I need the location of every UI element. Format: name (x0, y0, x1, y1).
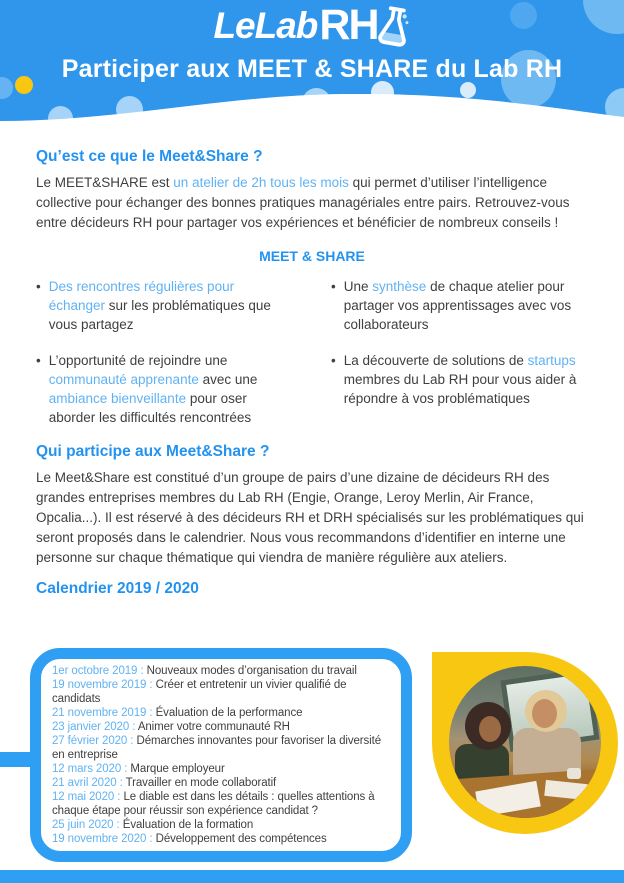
calendar-item (52, 818, 396, 832)
calendar-item (52, 664, 396, 678)
calendar-item-label: Évaluation de la performance (155, 707, 303, 719)
section-heading-calendar: Calendrier 2019 / 2020 (36, 580, 199, 597)
calendar-item-date: 25 juin 2020 : (52, 819, 120, 831)
yellow-drop-decoration (432, 652, 618, 834)
calendar-item-label: Le diable est dans les détails : quelles attentions à chaque étape pour réussir son expérience candidat ? (52, 791, 375, 817)
bullet-item (36, 277, 293, 334)
bullet-item (331, 351, 588, 427)
calendar-item (52, 734, 396, 762)
bullet-marker: • (36, 353, 41, 368)
calendar-item (52, 720, 396, 734)
page-title: Participer aux MEET & SHARE du Lab RH (61, 55, 563, 83)
bullet-text: Des rencontres régulières pour échanger sur les problématiques que vous partagez (48, 279, 271, 332)
photo-cup (567, 768, 581, 779)
flask-icon (373, 2, 414, 53)
calendar-item-date: 12 mai 2020 : (52, 791, 121, 803)
calendar-item-label: Créer et entretenir un vivier qualifié de candidats (52, 679, 347, 705)
section-heading-who: Qui participe aux Meet&Share ? (36, 443, 270, 460)
calendar-item-label: Développement des compétences (155, 833, 327, 845)
calendar-item-date: 27 février 2020 : (52, 735, 134, 747)
photo-person-left-face (479, 716, 501, 742)
calendar-item-label: Nouveaux modes d’organisation du travail (146, 665, 357, 677)
bullet-marker: • (331, 279, 336, 294)
bullet-text: Une synthèse de chaque atelier pour partager vos apprentissages avec vos collaborateurs (343, 279, 572, 332)
meeting-photo (449, 666, 601, 818)
calendar-item-date: 1er octobre 2019 : (52, 665, 144, 677)
logo-lelab-text: LeLab (213, 5, 318, 46)
bullet-marker: • (36, 279, 41, 294)
bullet-item (331, 277, 588, 334)
header-wave (0, 90, 624, 140)
photo-person-right-face (532, 699, 557, 728)
who-paragraph: Le Meet&Share est constitué d’un groupe de pairs d’une dizaine de décideurs RH des grandes entreprises membres du Lab RH (Engie, Orange, Leroy Merlin, Air France, Opcalia...). Il est réservé à des décideurs RH et DRH spécialisés sur les problématiques qui seront proposés dans le calendrier. Nous vous recommandons d’identifier en interne une personne sur chaque thématique qui viendra de manière régulière aux ateliers. (36, 470, 584, 565)
calendar-item-label: Évaluation de la formation (122, 819, 254, 831)
document-body (0, 140, 624, 598)
calendar-item (52, 678, 396, 706)
bullet-marker: • (331, 353, 336, 368)
section-heading-what: Qu’est ce que le Meet&Share ? (36, 148, 263, 165)
footer-bar (0, 870, 624, 883)
calendar-item (52, 762, 396, 776)
bullet-item (36, 351, 293, 427)
calendar-item-date: 19 novembre 2019 : (52, 679, 153, 691)
bullet-text: La découverte de solutions de startups membres du Lab RH pour vous aider à répondre à vos problématiques (343, 353, 577, 406)
calendar-item-date: 21 novembre 2019 : (52, 707, 153, 719)
calendar-list (52, 664, 396, 846)
calendar-item (52, 706, 396, 720)
calendar-item-date: 19 novembre 2020 : (52, 833, 153, 845)
calendar-box (30, 648, 412, 862)
calendar-item-date: 23 janvier 2020 : (52, 721, 136, 733)
calendar-item-label: Travailler en mode collaboratif (125, 777, 277, 789)
what-paragraph: Le MEET&SHARE est un atelier de 2h tous les mois qui permet d’utiliser l’intelligence collective pour échanger des bonnes pratiques managériales entre pairs. Retrouvez-vous entre décideurs RH pour partager vos expériences et bénéficier de nombreux conseils ! (36, 175, 570, 230)
lab-rh-logo (0, 0, 624, 54)
calendar-item-date: 21 avril 2020 : (52, 777, 123, 789)
calendar-item-date: 12 mars 2020 : (52, 763, 128, 775)
meetshare-bullets (36, 277, 588, 427)
calendar-item (52, 790, 396, 818)
calendar-item-label: Marque employeur (130, 763, 225, 775)
header-banner (0, 0, 624, 140)
calendar-item-label: Démarches innovantes pour favoriser la diversité en entreprise (52, 735, 381, 761)
meetshare-subheading: MEET & SHARE (259, 248, 365, 264)
calendar-item (52, 832, 396, 846)
calendar-item (52, 776, 396, 790)
calendar-item-label: Animer votre communauté RH (137, 721, 290, 733)
bullet-text: L’opportunité de rejoindre une communauté apprenante avec une ambiance bienveillante pour oser aborder les difficultés rencontrées (48, 353, 258, 425)
logo-rh-text: RH (319, 1, 378, 49)
